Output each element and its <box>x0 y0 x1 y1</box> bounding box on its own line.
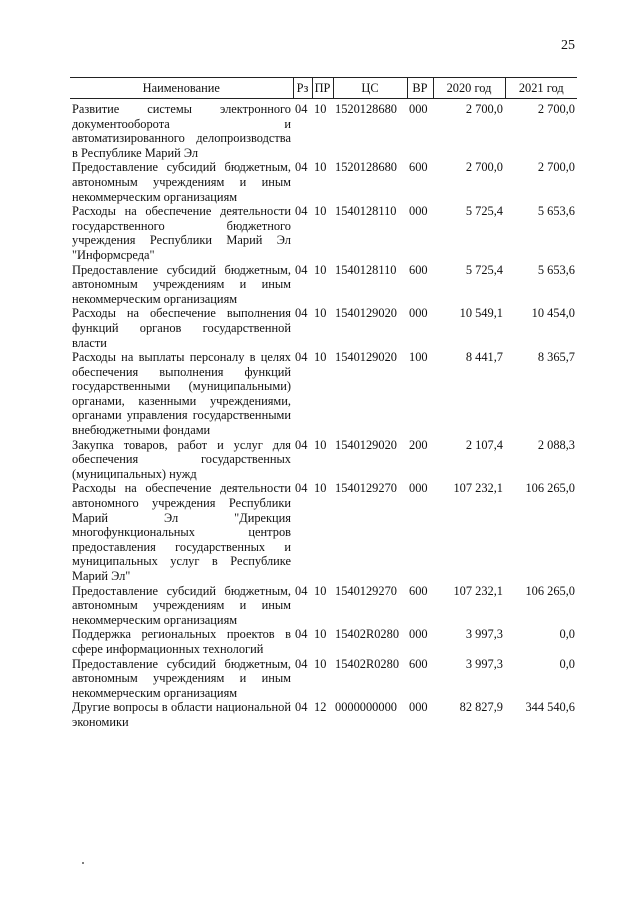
row-pr: 10 <box>314 583 327 598</box>
header-pr: ПР <box>312 78 333 99</box>
header-2021: 2021 год <box>505 78 577 99</box>
table-header-row <box>70 78 577 99</box>
row-2020: 3 997,3 <box>465 656 503 671</box>
row-vr: 000 <box>409 700 428 715</box>
row-2020: 107 232,1 <box>453 583 503 598</box>
row-2020: 3 997,3 <box>465 627 503 642</box>
row-2021: 2 700,0 <box>537 102 575 116</box>
row-2021: 344 540,6 <box>525 700 575 715</box>
row-name: Другие вопросы в области национальной экономики <box>72 700 291 729</box>
row-vr: 100 <box>409 350 428 365</box>
row-rz: 04 <box>295 700 308 715</box>
table-row <box>70 438 577 482</box>
row-rz: 04 <box>295 262 308 277</box>
row-2021: 106 265,0 <box>525 583 575 598</box>
row-pr: 12 <box>314 700 327 715</box>
row-2020: 5 725,4 <box>465 204 503 219</box>
row-rz: 04 <box>295 656 308 671</box>
row-rz: 04 <box>295 583 308 598</box>
row-cs: 1540129020 <box>335 306 397 321</box>
table-row <box>70 350 577 438</box>
row-pr: 10 <box>314 350 327 365</box>
row-vr: 600 <box>409 160 428 175</box>
row-2020: 8 441,7 <box>465 350 503 365</box>
row-cs: 1540129270 <box>335 583 397 598</box>
row-name: Закупка товаров, работ и услуг для обеспечения государственных (муниципальных) нужд <box>72 437 291 481</box>
row-2021: 0,0 <box>559 656 575 671</box>
row-vr: 600 <box>409 262 428 277</box>
row-vr: 200 <box>409 437 428 452</box>
row-2021: 10 454,0 <box>531 306 575 321</box>
row-2021: 5 653,6 <box>537 204 575 219</box>
row-vr: 000 <box>409 102 428 116</box>
table-row <box>70 700 577 729</box>
row-pr: 10 <box>314 262 327 277</box>
header-name: Наименование <box>70 78 293 99</box>
row-name: Предоставление субсидий бюджетным, автономным учреждениям и иным некоммерческим организациям <box>72 656 291 700</box>
row-pr: 10 <box>314 656 327 671</box>
row-2020: 2 700,0 <box>465 160 503 175</box>
row-vr: 000 <box>409 627 428 642</box>
table-row <box>70 160 577 204</box>
table-row <box>70 584 577 628</box>
header-vr: ВР <box>407 78 433 99</box>
row-name: Предоставление субсидий бюджетным, автономным учреждениям и иным некоммерческим организациям <box>72 160 291 204</box>
row-2020: 10 549,1 <box>459 306 503 321</box>
row-name: Расходы на выплаты персоналу в целях обеспечения выполнения функций государственными (муниципальными) органами, казенными учреждениями, органами управления государственными внебюджетными фондами <box>72 350 291 438</box>
row-pr: 10 <box>314 627 327 642</box>
row-2021: 106 265,0 <box>525 481 575 496</box>
table-row <box>70 306 577 350</box>
row-2021: 5 653,6 <box>537 262 575 277</box>
row-2021: 0,0 <box>559 627 575 642</box>
row-rz: 04 <box>295 160 308 175</box>
row-cs: 1540128110 <box>335 204 397 219</box>
row-pr: 10 <box>314 102 327 116</box>
header-rz: Рз <box>293 78 312 99</box>
row-name: Развитие системы электронного документооборота и автоматизированного делопроизводства в Республике Марий Эл <box>72 102 291 160</box>
row-vr: 600 <box>409 656 428 671</box>
row-cs: 15402R0280 <box>335 656 400 671</box>
row-pr: 10 <box>314 204 327 219</box>
row-2021: 2 700,0 <box>537 160 575 175</box>
table-row <box>70 627 577 656</box>
row-pr: 10 <box>314 160 327 175</box>
row-2020: 107 232,1 <box>453 481 503 496</box>
table-row <box>70 481 577 583</box>
row-pr: 10 <box>314 437 327 452</box>
row-2020: 82 827,9 <box>459 700 503 715</box>
row-2020: 2 107,4 <box>465 437 503 452</box>
row-rz: 04 <box>295 102 308 116</box>
row-2020: 2 700,0 <box>465 102 503 116</box>
row-vr: 000 <box>409 306 428 321</box>
header-2020: 2020 год <box>433 78 505 99</box>
row-cs: 1520128680 <box>335 160 397 175</box>
table-row <box>70 99 577 161</box>
row-name: Предоставление субсидий бюджетным, автономным учреждениям и иным некоммерческим организациям <box>72 583 291 627</box>
row-cs: 1540128110 <box>335 262 397 277</box>
page-number: 25 <box>561 38 575 53</box>
row-pr: 10 <box>314 306 327 321</box>
row-cs: 0000000000 <box>335 700 397 715</box>
row-cs: 15402R0280 <box>335 627 400 642</box>
table-row <box>70 657 577 701</box>
row-rz: 04 <box>295 306 308 321</box>
row-rz: 04 <box>295 627 308 642</box>
row-rz: 04 <box>295 437 308 452</box>
row-vr: 000 <box>409 481 428 496</box>
row-pr: 10 <box>314 481 327 496</box>
header-cs: ЦС <box>333 78 407 99</box>
row-name: Расходы на обеспечение деятельности автономного учреждения Республики Марий Эл "Дирекция многофункциональных центров предоставления государственных и муниципальных услуг в Республике Марий Эл" <box>72 481 291 583</box>
row-2020: 5 725,4 <box>465 262 503 277</box>
row-name: Расходы на обеспечение деятельности государственного бюджетного учреждения Республики Марий Эл "Информсреда" <box>72 204 291 262</box>
row-name: Поддержка региональных проектов в сфере информационных технологий <box>72 627 291 656</box>
row-2021: 8 365,7 <box>537 350 575 365</box>
row-2021: 2 088,3 <box>537 437 575 452</box>
row-vr: 000 <box>409 204 428 219</box>
scan-speck <box>82 862 84 864</box>
row-cs: 1540129020 <box>335 350 397 365</box>
row-rz: 04 <box>295 481 308 496</box>
table-row <box>70 263 577 307</box>
budget-table <box>70 77 577 730</box>
row-vr: 600 <box>409 583 428 598</box>
row-rz: 04 <box>295 350 308 365</box>
row-cs: 1520128680 <box>335 102 397 116</box>
row-rz: 04 <box>295 204 308 219</box>
row-cs: 1540129270 <box>335 481 397 496</box>
table-row <box>70 204 577 262</box>
row-name: Предоставление субсидий бюджетным, автономным учреждениям и иным некоммерческим организациям <box>72 262 291 306</box>
row-cs: 1540129020 <box>335 437 397 452</box>
row-name: Расходы на обеспечение выполнения функций органов государственной власти <box>72 306 291 350</box>
